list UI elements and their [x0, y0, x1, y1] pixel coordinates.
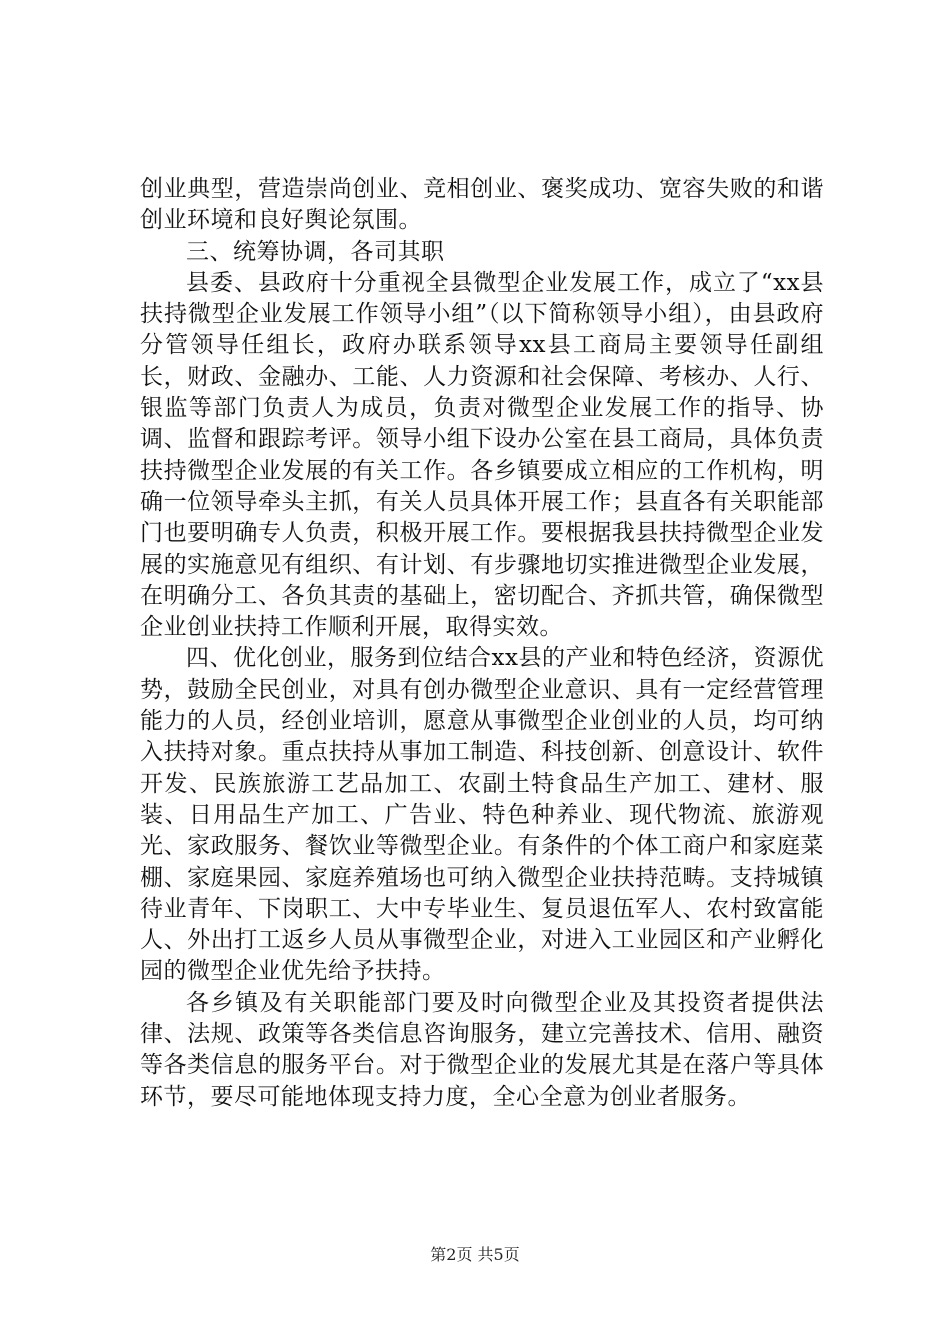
paragraph-information-services: 各乡镇及有关职能部门要及时向微型企业及其投资者提供法律、法规、政策等各类信息咨询服务，建立完善技术、信用、融资等各类信息的服务平台。对于微型企业的发展尤其是在落户等具体环节，要尽可能地体现支持力度，全心全意为创业者服务。 [140, 989, 824, 1110]
paragraph-continuation: 创业典型，营造崇尚创业、竞相创业、褒奖成功、宽容失败的和谐创业环境和良好舆论氛围。 [140, 176, 824, 234]
page-number-footer: 第2页 共5页 [430, 1245, 520, 1264]
section-heading-3: 三、统筹协调，各司其职 [186, 238, 445, 265]
paragraph-optimize-entrepreneurship: 四、优化创业，服务到位结合xx县的产业和特色经济，资源优势，鼓励全民创业，对具有创办微型企业意识、具有一定经营管理能力的人员，经创业培训，愿意从事微型企业创业的人员，均可纳入扶持对象。重点扶持从事加工制造、科技创新、创意设计、软件开发、民族旅游工艺品加工、农副土特食品生产加工、建材、服装、日用品生产加工、广告业、特色种养业、现代物流、旅游观光、家政服务、餐饮业等微型企业。有条件的个体工商户和家庭菜棚、家庭果园、家庭养殖场也可纳入微型企业扶持范畴。支持城镇待业青年、下岗职工、大中专毕业生、复员退伍军人、农村致富能人、外出打工返乡人员从事微型企业，对进入工业园区和产业孵化园的微型企业优先给予扶持。 [140, 645, 824, 985]
paragraph-leadership-group: 县委、县政府十分重视全县微型企业发展工作，成立了“xx县扶持微型企业发展工作领导小组”（以下简称领导小组），由县政府分管领导任组长，政府办联系领导xx县工商局主要领导任副组长，财政、金融办、工能、人力资源和社会保障、考核办、人行、银监等部门负责人为成员，负责对微型企业发展工作的指导、协调、监督和跟踪考评。领导小组下设办公室在县工商局，具体负责扶持微型企业发展的有关工作。各乡镇要成立相应的工作机构，明确一位领导牵头主抓，有关人员具体开展工作；县直各有关职能部门也要明确专人负责，积极开展工作。要根据我县扶持微型企业发展的实施意见有组织、有计划、有步骤地切实推进微型企业发展，在明确分工、各负其责的基础上，密切配合、齐抓共管，确保微型企业创业扶持工作顺利开展，取得实效。 [140, 269, 824, 641]
document-body [140, 174, 824, 1113]
